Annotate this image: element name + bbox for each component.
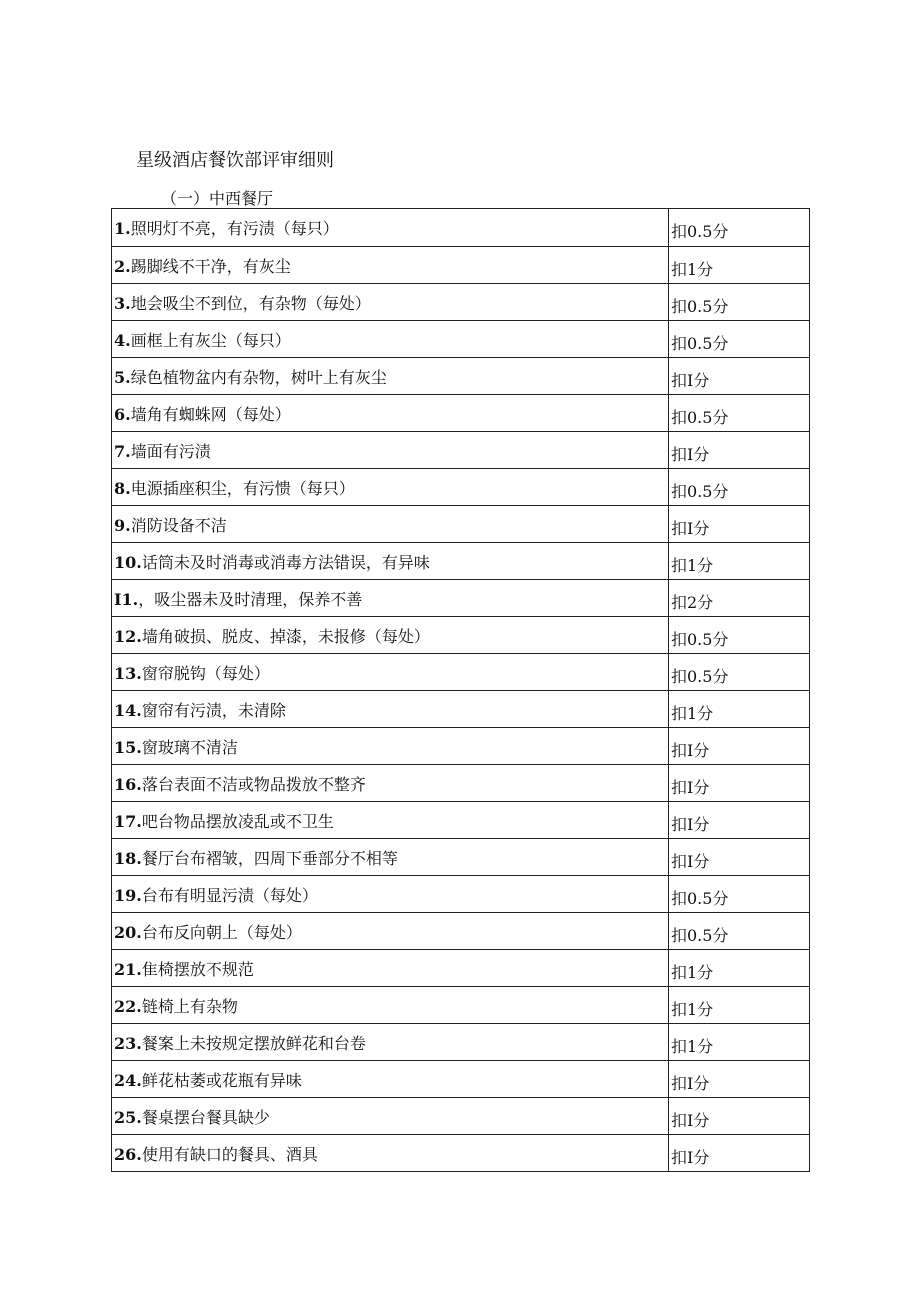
- table-row: [112, 654, 810, 691]
- rule-text: 消防设备不洁: [130, 515, 227, 535]
- penalty-cell: [669, 950, 810, 987]
- table-row: [112, 543, 810, 580]
- rule-item-cell: [112, 395, 669, 432]
- penalty-cell: [669, 802, 810, 839]
- penalty-cell: [669, 987, 810, 1024]
- table-row: [112, 1135, 810, 1172]
- table-row: [112, 987, 810, 1024]
- rule-text: 窗玻璃不清洁: [141, 737, 238, 757]
- rule-number: 17.: [114, 811, 142, 831]
- table-row: [112, 765, 810, 802]
- table-row: [112, 1061, 810, 1098]
- rule-number: 9.: [114, 515, 131, 535]
- rule-number: 3.: [114, 293, 131, 313]
- rule-item-cell: [112, 432, 669, 469]
- penalty-cell: [669, 839, 810, 876]
- table-row: [112, 1098, 810, 1135]
- rule-item-cell: [112, 506, 669, 543]
- table-row: [112, 284, 810, 321]
- rule-number: 13.: [114, 663, 142, 683]
- rule-item-cell: [112, 728, 669, 765]
- penalty-value: 扣I分: [671, 370, 710, 390]
- rule-text: 地会吸尘不到位，有杂物（毎处）: [130, 293, 371, 313]
- rule-number: 4.: [114, 330, 131, 350]
- table-row: [112, 839, 810, 876]
- rule-item-cell: [112, 1061, 669, 1098]
- rule-item-cell: [112, 654, 669, 691]
- rule-number: 6.: [114, 404, 131, 424]
- penalty-cell: [669, 1098, 810, 1135]
- section-heading: （一）中西餐厅: [161, 189, 274, 208]
- rule-number: 18.: [114, 848, 142, 868]
- penalty-cell: [669, 321, 810, 358]
- penalty-cell: [669, 617, 810, 654]
- table-row: [112, 728, 810, 765]
- penalty-cell: [669, 691, 810, 728]
- rule-number: 22.: [114, 996, 142, 1016]
- rule-number: 26.: [114, 1144, 142, 1164]
- rule-item-cell: [112, 839, 669, 876]
- rule-text: 餐案上未按规定摆放鲜花和台卷: [141, 1033, 366, 1053]
- penalty-cell: [669, 209, 810, 247]
- rule-number: 24.: [114, 1070, 142, 1090]
- rule-text: 墙角有蜘蛛网（每处）: [130, 404, 291, 424]
- penalty-value: 扣2分: [671, 592, 714, 612]
- rule-number: 21.: [114, 959, 142, 979]
- rule-text: 画框上有灰尘（每只）: [130, 330, 291, 350]
- rule-text: 餐厅台布褶皱，四周下垂部分不相等: [141, 848, 398, 868]
- table-row: [112, 358, 810, 395]
- table-row: [112, 913, 810, 950]
- penalty-value: 扣I分: [671, 1147, 710, 1167]
- penalty-cell: [669, 876, 810, 913]
- penalty-value: 扣I分: [671, 1110, 710, 1130]
- rule-item-cell: [112, 691, 669, 728]
- penalty-cell: [669, 1135, 810, 1172]
- rule-number: 23.: [114, 1033, 142, 1053]
- penalty-value: 扣1分: [671, 555, 714, 575]
- rule-number: 5.: [114, 367, 131, 387]
- penalty-cell: [669, 506, 810, 543]
- penalty-value: 扣I分: [671, 851, 710, 871]
- penalty-cell: [669, 913, 810, 950]
- penalty-value: 扣0.5分: [671, 407, 729, 427]
- table-row: [112, 209, 810, 247]
- penalty-value: 扣0.5分: [671, 888, 729, 908]
- penalty-value: 扣0.5分: [671, 666, 729, 686]
- rule-number: 19.: [114, 885, 142, 905]
- penalty-value: 扣0.5分: [671, 481, 729, 501]
- penalty-value: 扣I分: [671, 777, 710, 797]
- rule-text: 落台表面不洁或物品拨放不整齐: [141, 774, 366, 794]
- rule-item-cell: [112, 876, 669, 913]
- table-row: [112, 950, 810, 987]
- rule-number: 1.: [114, 219, 131, 238]
- penalty-cell: [669, 765, 810, 802]
- penalty-cell: [669, 358, 810, 395]
- penalty-value: 扣I分: [671, 1073, 710, 1093]
- rule-item-cell: [112, 1024, 669, 1061]
- table-row: [112, 321, 810, 358]
- penalty-value: 扣1分: [671, 962, 714, 982]
- table-row: [112, 469, 810, 506]
- table-row: [112, 876, 810, 913]
- rule-item-cell: [112, 247, 669, 284]
- rule-item-cell: [112, 284, 669, 321]
- rule-item-cell: [112, 580, 669, 617]
- rule-number: 25.: [114, 1107, 142, 1127]
- rule-text: 窗帘有污渍，未清除: [141, 700, 286, 720]
- rule-text: 台布反向朝上（每处）: [141, 922, 302, 942]
- penalty-cell: [669, 654, 810, 691]
- penalty-cell: [669, 728, 810, 765]
- rule-item-cell: [112, 543, 669, 580]
- rule-text: 踢脚线不干净，有灰尘: [130, 256, 291, 276]
- rule-item-cell: [112, 321, 669, 358]
- rule-number: 20.: [114, 922, 142, 942]
- table-row: [112, 802, 810, 839]
- rule-item-cell: [112, 913, 669, 950]
- rule-text: 话筒未及时消毒或消毒方法错误，有异味: [141, 552, 430, 572]
- rule-number: 15.: [114, 737, 142, 757]
- table-row: [112, 247, 810, 284]
- rule-item-cell: [112, 987, 669, 1024]
- rule-text: 电源插座积尘，有污愦（每只）: [130, 478, 355, 498]
- rule-text: 链椅上有杂物: [141, 996, 238, 1016]
- table-row: [112, 432, 810, 469]
- rule-text: 墙面有污渍: [130, 441, 211, 461]
- rule-text: 墙角破损、脱皮、掉漆，未报修（每处）: [141, 626, 430, 646]
- rule-number: I1.: [114, 589, 139, 609]
- penalty-value: 扣I分: [671, 518, 710, 538]
- penalty-value: 扣I分: [671, 740, 710, 760]
- penalty-cell: [669, 1061, 810, 1098]
- table-row: [112, 1024, 810, 1061]
- penalty-cell: [669, 580, 810, 617]
- penalty-value: 扣1分: [671, 259, 714, 279]
- table-row: [112, 395, 810, 432]
- rule-item-cell: [112, 802, 669, 839]
- penalty-value: 扣1分: [671, 1036, 714, 1056]
- rule-number: 12.: [114, 626, 142, 646]
- rule-text: ，吸尘器未及时清理，保养不善: [138, 589, 363, 609]
- penalty-value: 扣0.5分: [671, 629, 729, 649]
- penalty-cell: [669, 395, 810, 432]
- penalty-value: 扣0.5分: [671, 296, 729, 316]
- penalty-value: 扣1分: [671, 703, 714, 723]
- rule-text: 窗帘脱钩（每处）: [141, 663, 270, 683]
- rule-text: 鲜花枯萎或花瓶有异味: [141, 1070, 302, 1090]
- rule-text: 照明灯不亮，有污渍（每只）: [130, 219, 339, 238]
- rule-item-cell: [112, 1098, 669, 1135]
- rule-item-cell: [112, 950, 669, 987]
- penalty-cell: [669, 543, 810, 580]
- rule-text: 吧台物品摆放凌乱或不卫生: [141, 811, 334, 831]
- rule-item-cell: [112, 1135, 669, 1172]
- penalty-value: 扣0.5分: [671, 333, 729, 353]
- rule-number: 7.: [114, 441, 131, 461]
- penalty-cell: [669, 469, 810, 506]
- penalty-value: 扣1分: [671, 999, 714, 1019]
- rule-number: 8.: [114, 478, 131, 498]
- rule-item-cell: [112, 469, 669, 506]
- rule-number: 14.: [114, 700, 142, 720]
- rule-text: 绿色植物盆内有杂物，树叶上有灰尘: [130, 367, 387, 387]
- table-row: [112, 506, 810, 543]
- rule-item-cell: [112, 617, 669, 654]
- penalty-value: 扣0.5分: [671, 925, 729, 945]
- penalty-value: 扣0.5分: [671, 222, 729, 241]
- rules-table: [111, 208, 810, 1172]
- penalty-value: 扣I分: [671, 444, 710, 464]
- rules-table-body: [112, 209, 810, 1172]
- penalty-cell: [669, 432, 810, 469]
- rule-text: 使用有缺口的餐具、酒具: [141, 1144, 318, 1164]
- rule-item-cell: [112, 765, 669, 802]
- penalty-cell: [669, 284, 810, 321]
- document-title: 星级酒店餐饮部评审细则: [136, 150, 334, 171]
- rule-number: 10.: [114, 552, 142, 572]
- rule-number: 16.: [114, 774, 142, 794]
- rule-text: 餐桌摆台餐具缺少: [141, 1107, 270, 1127]
- penalty-cell: [669, 1024, 810, 1061]
- rule-text: 隹椅摆放不规范: [141, 959, 254, 979]
- rule-item-cell: [112, 209, 669, 247]
- table-row: [112, 691, 810, 728]
- rule-text: 台布有明显污渍（每处）: [141, 885, 318, 905]
- penalty-value: 扣I分: [671, 814, 710, 834]
- table-row: [112, 580, 810, 617]
- penalty-cell: [669, 247, 810, 284]
- rule-item-cell: [112, 358, 669, 395]
- table-row: [112, 617, 810, 654]
- rule-number: 2.: [114, 256, 131, 276]
